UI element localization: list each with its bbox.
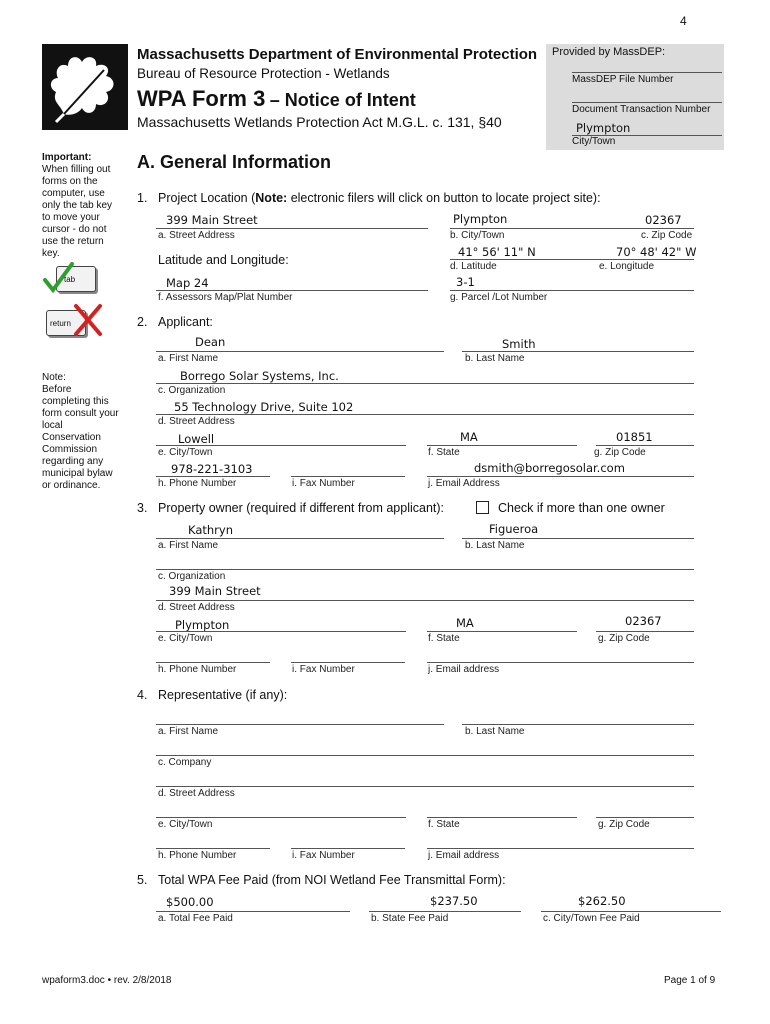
agency-name: Massachusetts Department of Environmental Protection [137,46,538,63]
rep-company-field[interactable] [156,755,694,756]
longitude-label: e. Longitude [599,261,655,272]
owner-first-value[interactable]: Kathryn [188,523,234,537]
footer-doc-info: wpaform3.doc • rev. 2/8/2018 [42,975,172,986]
checkmark-icon [42,262,82,296]
latlong-label: Latitude and Longitude: [158,253,289,267]
rep-email-field[interactable] [427,848,694,849]
applicant-first-field[interactable] [156,351,444,352]
owner-city-field[interactable] [156,631,406,632]
applicant-email-label: j. Email Address [428,478,500,489]
owner-email-field[interactable] [427,662,694,663]
applicant-org-field[interactable] [156,383,694,384]
q1-title-prefix: Project Location ( [158,191,256,205]
owner-email-label: j. Email address [428,664,500,675]
rep-zip-label: g. Zip Code [598,819,650,830]
rep-street-field[interactable] [156,786,694,787]
tab-key-graphic [42,262,102,298]
rep-fax-label: i. Fax Number [292,850,355,861]
project-city-value[interactable]: Plympton [453,212,508,226]
q3-title: Property owner (required if different from applicant): [158,501,445,515]
owner-zip-value[interactable]: 02367 [625,614,662,628]
applicant-street-label: d. Street Address [158,416,235,427]
owner-phone-field[interactable] [156,662,270,663]
longitude-value[interactable]: 70° 48' 42" W [616,245,697,259]
applicant-state-field[interactable] [427,445,577,446]
owner-zip-label: g. Zip Code [598,633,650,644]
form-title-sub: – Notice of Intent [269,90,416,110]
owner-city-value[interactable]: Plympton [175,618,230,632]
owner-state-value[interactable]: MA [456,616,474,630]
return-key-label: return [50,319,71,328]
provided-city-value[interactable]: Plympton [576,121,631,135]
form-title-main: WPA Form 3 [137,86,266,111]
rep-state-label: f. State [428,819,460,830]
parcel-value[interactable]: 3-1 [456,275,475,289]
note-text: Before completing this form consult your local Conservation Commission regarding any municipal bylaw or ordinance. [42,384,119,491]
state-fee-field[interactable] [369,911,521,912]
rep-company-label: c. Company [158,757,212,768]
applicant-last-value[interactable]: Smith [502,337,536,351]
city-fee-value[interactable]: $262.50 [578,894,626,908]
provided-by-box [546,44,724,150]
q3-number: 3. [137,501,148,515]
applicant-city-field[interactable] [156,445,406,446]
file-number-label: MassDEP File Number [572,74,674,85]
rep-last-field[interactable] [462,724,694,725]
q1-number: 1. [137,191,148,205]
applicant-fax-field[interactable] [291,476,405,477]
applicant-last-field[interactable] [462,351,694,352]
owner-last-value[interactable]: Figueroa [489,522,539,536]
top-page-number: 4 [680,14,687,28]
multiple-owner-checkbox[interactable] [476,501,489,514]
project-city-label: b. City/Town [450,230,505,241]
bureau-name: Bureau of Resource Protection - Wetlands [137,66,390,81]
rep-first-field[interactable] [156,724,444,725]
owner-fax-label: i. Fax Number [292,664,355,675]
owner-state-label: f. State [428,633,460,644]
owner-zip-field[interactable] [596,631,694,632]
owner-fax-field[interactable] [291,662,405,663]
act-reference: Massachusetts Wetlands Protection Act M.G.L. c. 131, §40 [137,114,502,130]
city-fee-label: c. City/Town Fee Paid [543,913,640,924]
important-text: When filling out forms on the computer, use only the tab key to move your cursor - do not use the return key. [42,164,113,259]
q5-number: 5. [137,873,148,887]
owner-org-field[interactable] [156,569,694,570]
q1-title-note: Note: [255,191,288,205]
total-fee-label: a. Total Fee Paid [158,913,233,924]
parcel-field[interactable] [450,290,694,291]
owner-city-label: e. City/Town [158,633,213,644]
provided-title: Provided by MassDEP: [552,46,666,58]
applicant-state-value[interactable]: MA [460,430,478,444]
rep-phone-label: h. Phone Number [158,850,237,861]
rep-state-field[interactable] [427,817,577,818]
project-city-field[interactable] [450,228,694,229]
applicant-last-label: b. Last Name [465,353,525,364]
applicant-city-value[interactable]: Lowell [178,432,215,446]
file-number-field[interactable] [572,72,722,73]
latlong-field-line[interactable] [450,259,694,260]
return-key-graphic [42,302,106,340]
state-fee-value[interactable]: $237.50 [430,894,478,908]
applicant-email-field[interactable] [427,476,694,477]
applicant-phone-field[interactable] [156,476,270,477]
project-street-value[interactable]: 399 Main Street [166,213,258,227]
note-title: Note: [42,372,66,383]
applicant-org-label: c. Organization [158,385,226,396]
rep-city-field[interactable] [156,817,406,818]
owner-last-field[interactable] [462,538,694,539]
owner-first-label: a. First Name [158,540,219,551]
applicant-phone-value[interactable]: 978-221-3103 [171,462,253,476]
map-value[interactable]: Map 24 [166,276,209,290]
owner-street-field[interactable] [156,600,694,601]
latitude-value[interactable]: 41° 56' 11" N [458,245,536,259]
project-zip-label: c. Zip Code [641,230,693,241]
rep-fax-field[interactable] [291,848,405,849]
q1-title-suffix: electronic filers will click on button to locate project site): [287,191,601,205]
parcel-label: g. Parcel /Lot Number [450,292,548,303]
applicant-zip-label: g. Zip Code [594,447,646,458]
q4-title: Representative (if any): [158,688,288,702]
applicant-street-value[interactable]: 55 Technology Drive, Suite 102 [174,400,354,414]
section-a-title: A. General Information [137,152,332,172]
applicant-city-label: e. City/Town [158,447,213,458]
project-street-label: a. Street Address [158,230,235,241]
transaction-number-label: Document Transaction Number [572,104,711,115]
owner-street-value[interactable]: 399 Main Street [169,584,261,598]
q1-title [158,191,601,205]
rep-street-label: d. Street Address [158,788,235,799]
latitude-label: d. Latitude [450,261,497,272]
owner-phone-label: h. Phone Number [158,664,237,675]
owner-street-label: d. Street Address [158,602,235,613]
project-street-field[interactable] [156,228,428,229]
applicant-org-value[interactable]: Borrego Solar Systems, Inc. [180,369,339,383]
q2-number: 2. [137,315,148,329]
x-mark-icon [72,302,104,338]
applicant-fax-label: i. Fax Number [292,478,355,489]
transaction-number-field[interactable] [572,102,722,103]
owner-state-field[interactable] [427,631,577,632]
applicant-email-value[interactable]: dsmith@borregosolar.com [474,461,625,475]
project-zip-value[interactable]: 02367 [645,213,682,227]
map-label: f. Assessors Map/Plat Number [158,292,293,303]
multiple-owner-label: Check if more than one owner [498,501,665,515]
important-title: Important: [42,152,92,163]
total-fee-field[interactable] [156,911,350,912]
applicant-first-value[interactable]: Dean [195,335,226,349]
owner-last-label: b. Last Name [465,540,525,551]
applicant-zip-field[interactable] [596,445,694,446]
provided-city-label: City/Town [572,136,616,147]
owner-org-label: c. Organization [158,571,226,582]
oak-leaf-icon [42,44,128,130]
city-fee-field[interactable] [541,911,721,912]
applicant-phone-label: h. Phone Number [158,478,237,489]
total-fee-value[interactable]: $500.00 [166,895,214,909]
q2-title: Applicant: [158,315,213,329]
tab-key-label: tab [64,275,76,284]
footer-page-number: Page 1 of 9 [664,975,716,986]
applicant-street-field[interactable] [156,414,694,415]
rep-phone-field[interactable] [156,848,270,849]
applicant-zip-value[interactable]: 01851 [616,430,653,444]
q4-number: 4. [137,688,148,702]
applicant-first-label: a. First Name [158,353,219,364]
owner-first-field[interactable] [156,538,444,539]
applicant-state-label: f. State [428,447,460,458]
rep-first-label: a. First Name [158,726,219,737]
massdep-logo [42,44,128,130]
state-fee-label: b. State Fee Paid [371,913,449,924]
rep-email-label: j. Email address [428,850,500,861]
rep-city-label: e. City/Town [158,819,213,830]
form-title [137,86,416,112]
rep-zip-field[interactable] [596,817,694,818]
q5-title: Total WPA Fee Paid (from NOI Wetland Fee Transmittal Form): [158,873,506,887]
map-field[interactable] [156,290,428,291]
rep-last-label: b. Last Name [465,726,525,737]
